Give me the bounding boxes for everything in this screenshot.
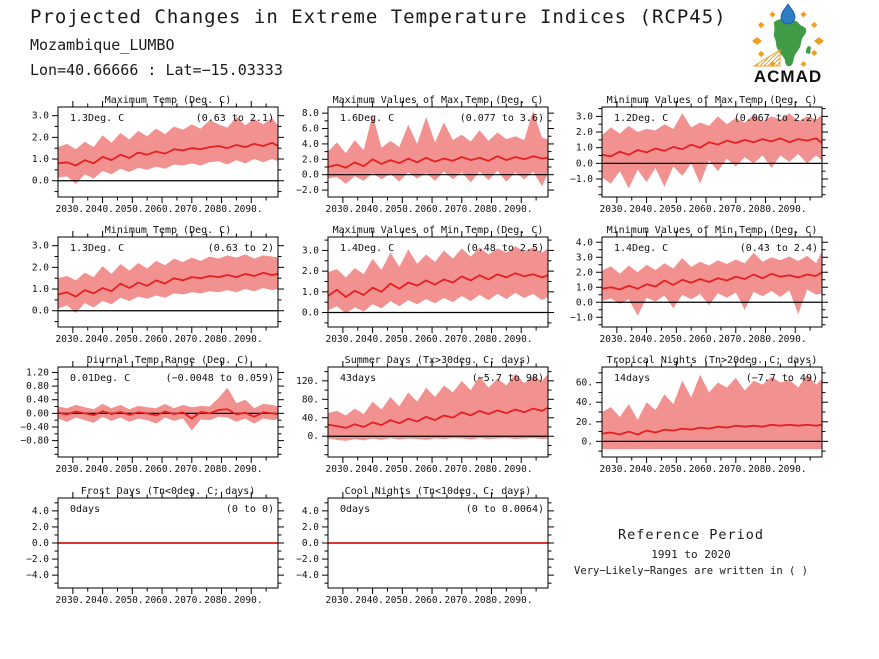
y-tick-label: −4.0 [296, 570, 319, 582]
x-tick-label: 2090. [777, 204, 807, 215]
x-tick-label: 2030. [55, 595, 85, 606]
x-tick-label: 2070. [444, 334, 474, 345]
median-annotation: 14days [614, 373, 651, 384]
range-annotation: (0.48 to 2.5) [465, 243, 544, 254]
y-tick-label: 0.0 [301, 307, 319, 319]
y-tick-label: 3.0 [31, 110, 49, 122]
x-tick-label: 2070. [174, 204, 204, 215]
reference-period-note: Very−Likely−Ranges are written in ( ) [574, 565, 808, 577]
uncertainty-band [328, 246, 548, 313]
y-tick-label: −2.0 [26, 554, 49, 566]
y-tick-label: 0.0 [31, 175, 49, 187]
y-tick-label: 4.0 [575, 237, 593, 249]
median-annotation: 0days [340, 504, 371, 515]
chart-panel-10 [14, 484, 284, 612]
range-annotation: (−5.7 to 98) [471, 373, 544, 384]
range-annotation: (0.067 to 2.2) [733, 113, 818, 124]
y-tick-label: −0.80 [20, 435, 49, 447]
x-tick-label: 2090. [503, 464, 533, 475]
y-tick-label: 0. [307, 431, 319, 443]
y-tick-label: 0.00 [26, 408, 49, 420]
range-annotation: (0.63 to 2.1) [195, 113, 274, 124]
x-tick-label: 2050. [115, 595, 144, 606]
x-tick-label: 2080. [474, 595, 503, 606]
y-tick-label: 8.0 [301, 108, 319, 120]
y-tick-label: 40. [301, 412, 319, 424]
x-tick-label: 2060. [688, 464, 718, 475]
x-tick-label: 2040. [629, 334, 658, 345]
x-tick-label: 2070. [444, 204, 474, 215]
median-annotation: 1.4Deg. C [340, 243, 395, 254]
range-annotation: (0.077 to 3.6) [459, 113, 544, 124]
x-tick-label: 2030. [55, 334, 85, 345]
x-tick-label: 2040. [355, 334, 384, 345]
x-tick-label: 2030. [55, 204, 85, 215]
y-tick-label: 40. [575, 397, 593, 409]
chart-panel-3 [558, 93, 828, 221]
y-tick-label: 2.0 [575, 127, 593, 139]
y-tick-label: 60. [575, 377, 593, 389]
x-tick-label: 2090. [233, 334, 263, 345]
chart-title: Tropical Nights (Tn>20deg. C; days) [606, 355, 818, 366]
y-tick-label: 0.0 [31, 538, 49, 549]
median-annotation: 1.2Deg. C [614, 113, 669, 124]
y-tick-label: 2.0 [575, 267, 593, 279]
x-tick-label: 2030. [599, 334, 629, 345]
y-tick-label: −2.0 [296, 554, 319, 566]
x-tick-label: 2050. [385, 464, 414, 475]
y-tick-label: 0. [581, 436, 593, 448]
x-tick-label: 2040. [355, 204, 384, 215]
x-tick-label: 2090. [777, 334, 807, 345]
chart-title: Minimum Temp (Deg. C) [104, 225, 232, 236]
chart-panel-1 [14, 93, 284, 221]
reference-period-years: 1991 to 2020 [651, 548, 731, 561]
x-tick-label: 2080. [748, 464, 777, 475]
x-tick-label: 2040. [85, 204, 114, 215]
y-tick-label: 120. [296, 375, 319, 387]
x-tick-label: 2090. [503, 204, 533, 215]
x-tick-label: 2070. [174, 464, 204, 475]
x-tick-label: 2090. [233, 595, 263, 606]
chart-panel-2 [284, 93, 554, 221]
x-tick-label: 2080. [204, 204, 233, 215]
x-tick-label: 2030. [325, 334, 355, 345]
x-tick-label: 2090. [503, 334, 533, 345]
chart-panel-6 [558, 223, 828, 351]
logo-wordmark: ACMAD [753, 67, 823, 86]
x-tick-label: 2080. [204, 334, 233, 345]
y-tick-label: 1.0 [31, 284, 49, 296]
y-tick-label: 1.0 [31, 154, 49, 166]
x-tick-label: 2060. [144, 464, 174, 475]
y-tick-label: 1.0 [575, 142, 593, 154]
y-tick-label: 1.0 [301, 286, 319, 298]
y-tick-label: 1.20 [26, 367, 49, 379]
y-tick-label: 20. [575, 416, 593, 428]
x-tick-label: 2040. [85, 595, 114, 606]
y-tick-label: 2.0 [31, 521, 49, 533]
x-tick-label: 2050. [115, 204, 144, 215]
chart-title: Maximum Values of Min Temp (Deg. C) [332, 225, 544, 236]
chart-panel-4 [14, 223, 284, 351]
x-tick-label: 2090. [777, 464, 807, 475]
x-tick-label: 2070. [174, 334, 204, 345]
x-tick-label: 2050. [115, 334, 144, 345]
y-tick-label: 6.0 [301, 123, 319, 135]
chart-panel-9 [558, 353, 828, 481]
x-tick-label: 2030. [325, 595, 355, 606]
y-tick-label: 0.0 [301, 538, 319, 549]
y-tick-label: −2.0 [296, 185, 319, 197]
x-tick-label: 2090. [233, 464, 263, 475]
chart-title: Minimum Values of Max Temp (Deg. C) [606, 95, 818, 106]
x-tick-label: 2040. [85, 464, 114, 475]
median-annotation: 0days [70, 504, 101, 515]
x-tick-label: 2060. [144, 204, 174, 215]
x-tick-label: 2060. [414, 334, 444, 345]
chart-title: Frost Days (Tn<0deg. C; days) [80, 486, 256, 497]
x-tick-label: 2060. [414, 204, 444, 215]
range-annotation: (0.43 to 2.4) [739, 243, 818, 254]
y-tick-label: −1.0 [570, 312, 593, 324]
y-tick-label: 3.0 [575, 252, 593, 264]
y-tick-label: 0.40 [26, 394, 49, 406]
median-annotation: 43days [340, 373, 377, 384]
chart-panel-8 [284, 353, 554, 481]
range-annotation: (0.63 to 2) [207, 243, 274, 254]
x-tick-label: 2070. [718, 334, 748, 345]
range-annotation: (0 to 0.0064) [465, 504, 544, 515]
chart-panel-11 [284, 484, 554, 612]
reference-period-title: Reference Period [617, 527, 765, 543]
x-tick-label: 2030. [325, 464, 355, 475]
chart-title: Summer Days (Tx>30deg. C; days) [344, 355, 532, 366]
y-tick-label: 0.80 [26, 381, 49, 393]
x-tick-label: 2080. [204, 595, 233, 606]
y-tick-label: −1.0 [570, 174, 593, 185]
y-tick-label: 3.0 [31, 240, 49, 252]
y-tick-label: 0.0 [575, 297, 593, 309]
x-tick-label: 2090. [503, 595, 533, 606]
chart-title: Maximum Temp (Deg. C) [104, 95, 232, 106]
y-tick-label: 2.0 [301, 154, 319, 166]
x-tick-label: 2050. [659, 204, 688, 215]
chart-title: Minimum Values of Min Temp (Deg. C) [606, 225, 818, 236]
x-tick-label: 2080. [204, 464, 233, 475]
median-annotation: 1.4Deg. C [614, 243, 669, 254]
y-tick-label: 4.0 [301, 505, 319, 517]
y-tick-label: 4.0 [31, 505, 49, 517]
median-annotation: 1.3Deg. C [70, 113, 125, 124]
uncertainty-band [58, 388, 278, 431]
median-annotation: 1.6Deg. C [340, 113, 395, 124]
y-tick-label: 4.0 [301, 138, 319, 150]
x-tick-label: 2080. [474, 204, 503, 215]
y-tick-label: −4.0 [26, 570, 49, 582]
y-tick-label: 0.0 [301, 169, 319, 181]
x-tick-label: 2040. [85, 334, 114, 345]
y-tick-label: 3.0 [301, 245, 319, 257]
x-tick-label: 2080. [474, 334, 503, 345]
chart-title: Cool Nights (Tn<10deg. C; days) [344, 486, 532, 497]
x-tick-label: 2050. [385, 334, 414, 345]
y-tick-label: 2.0 [301, 266, 319, 278]
range-annotation: (−0.0048 to 0.059) [165, 373, 274, 384]
x-tick-label: 2050. [659, 464, 688, 475]
range-annotation: (−7.7 to 49) [745, 373, 818, 384]
x-tick-label: 2070. [444, 595, 474, 606]
y-tick-label: 80. [301, 394, 319, 406]
x-tick-label: 2080. [474, 464, 503, 475]
x-tick-label: 2090. [233, 204, 263, 215]
y-tick-label: 2.0 [301, 521, 319, 533]
y-tick-label: −0.40 [20, 422, 49, 433]
x-tick-label: 2040. [355, 595, 384, 606]
x-tick-label: 2070. [444, 464, 474, 475]
y-tick-label: 1.0 [575, 282, 593, 294]
x-tick-label: 2050. [659, 334, 688, 345]
station-name: Mozambique_LUMBO [30, 36, 175, 54]
uncertainty-band [602, 251, 822, 316]
x-tick-label: 2080. [748, 334, 777, 345]
x-tick-label: 2030. [599, 464, 629, 475]
x-tick-label: 2060. [688, 334, 718, 345]
y-tick-label: 0.0 [31, 305, 49, 317]
x-tick-label: 2040. [629, 464, 658, 475]
chart-title: Diurnal Temp Range (Deg. C) [86, 355, 250, 366]
uncertainty-band [58, 254, 278, 313]
x-tick-label: 2060. [688, 204, 718, 215]
reference-period-block [556, 527, 826, 577]
x-tick-label: 2050. [385, 595, 414, 606]
x-tick-label: 2040. [629, 204, 658, 215]
x-tick-label: 2030. [599, 204, 629, 215]
y-tick-label: 2.0 [31, 132, 49, 144]
x-tick-label: 2030. [325, 204, 355, 215]
y-tick-label: 0.0 [575, 158, 593, 170]
uncertainty-band [58, 117, 278, 184]
uncertainty-band [602, 375, 822, 449]
x-tick-label: 2050. [115, 464, 144, 475]
chart-title: Maximum Values of Max Temp (Deg. C) [332, 95, 544, 106]
chart-panel-7 [14, 353, 284, 481]
x-tick-label: 2080. [748, 204, 777, 215]
x-tick-label: 2030. [55, 464, 85, 475]
page-title: Projected Changes in Extreme Temperature Indices (RCP45) [30, 6, 727, 28]
range-annotation: (0 to 0) [225, 504, 274, 515]
x-tick-label: 2060. [144, 595, 174, 606]
y-tick-label: 3.0 [575, 111, 593, 123]
x-tick-label: 2070. [718, 464, 748, 475]
x-tick-label: 2060. [144, 334, 174, 345]
x-tick-label: 2040. [355, 464, 384, 475]
x-tick-label: 2060. [414, 595, 444, 606]
x-tick-label: 2060. [414, 464, 444, 475]
coordinates: Lon=40.66666 : Lat=−15.03333 [30, 61, 283, 79]
x-tick-label: 2050. [385, 204, 414, 215]
y-tick-label: 2.0 [31, 262, 49, 274]
median-annotation: 0.01Deg. C [70, 373, 131, 384]
x-tick-label: 2070. [718, 204, 748, 215]
median-annotation: 1.3Deg. C [70, 243, 125, 254]
x-tick-label: 2070. [174, 595, 204, 606]
chart-panel-5 [284, 223, 554, 351]
